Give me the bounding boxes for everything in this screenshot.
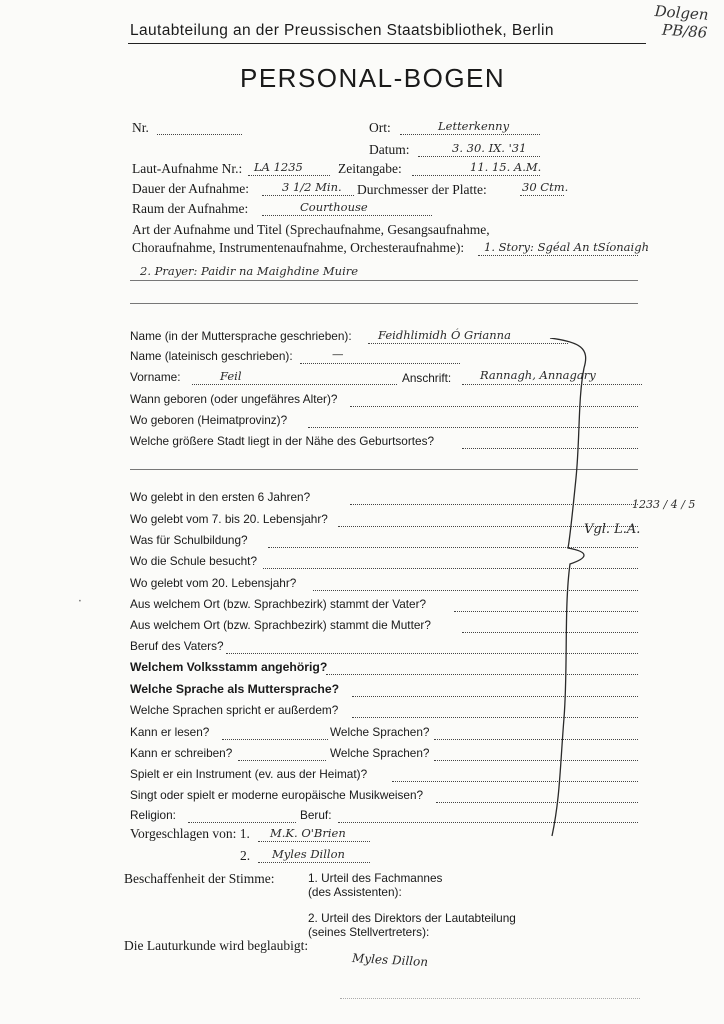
field-religion[interactable] <box>188 822 296 823</box>
archive-mark-line2: PB/86 <box>661 20 708 42</box>
header-rule <box>128 43 646 44</box>
field-art-line2[interactable] <box>130 280 638 281</box>
label-lesen: Kann er lesen? <box>130 725 210 739</box>
footer-faint-line <box>340 998 640 999</box>
value-vorgeschlagen-2: Myles Dillon <box>272 847 345 861</box>
label-dauer: Dauer der Aufnahme: <box>132 181 249 196</box>
field-durchmesser[interactable] <box>520 195 564 196</box>
value-art-line2: 2. Prayer: Paidir na Maighdine Muire <box>140 264 359 278</box>
value-raum: Courthouse <box>300 200 368 214</box>
label-beglaubigt: Die Lauturkunde wird beglaubigt: <box>124 938 309 953</box>
field-vorgeschlagen-1[interactable] <box>258 841 370 842</box>
field-datum[interactable] <box>418 156 540 157</box>
label-datum: Datum: <box>369 142 410 157</box>
field-laut-aufnahme-nr[interactable] <box>248 175 330 176</box>
reference-note: Vgl. L.A. <box>584 522 641 537</box>
value-durchmesser: 30 Ctm. <box>522 180 569 194</box>
label-schule: Wo die Schule besucht? <box>130 554 258 568</box>
value-name-muttersprache: Feidhlimidh Ó Grianna <box>378 328 511 342</box>
field-art-line1[interactable] <box>478 255 638 256</box>
label-urteil2-line2: (seines Stellvertreters): <box>308 925 430 939</box>
label-mutter-ort: Aus welchem Ort (bzw. Sprachbezirk) stammt die Mutter? <box>130 618 431 632</box>
label-art-line1: Art der Aufnahme und Titel (Sprechaufnahme, Gesangsaufnahme, <box>132 222 490 237</box>
label-volksstamm: Welchem Volksstamm angehörig? <box>130 660 328 674</box>
value-vorname: Feil <box>220 369 242 383</box>
label-beruf: Beruf: <box>300 808 332 822</box>
label-laut-aufnahme-nr: Laut-Aufnahme Nr.: <box>132 161 243 176</box>
value-dauer: 3 1/2 Min. <box>282 180 342 194</box>
value-ort: Letterkenny <box>438 119 510 133</box>
form-title: PERSONAL-BOGEN <box>240 63 506 93</box>
label-urteil2-line1: 2. Urteil des Direktors der Lautabteilung <box>308 911 516 925</box>
handwritten-bracket <box>540 338 620 838</box>
field-ort[interactable] <box>400 134 540 135</box>
field-vorname[interactable] <box>192 384 397 385</box>
label-durchmesser: Durchmesser der Platte: <box>357 182 487 197</box>
reference-note-numbers: 1233 / 4 / 5 <box>632 498 696 511</box>
value-name-lateinisch: — <box>332 347 344 361</box>
label-nr: Nr. <box>132 120 149 135</box>
label-instrument: Spielt er ein Instrument (ev. aus der Heimat)? <box>130 767 368 781</box>
label-wann-geboren: Wann geboren (oder ungefähres Alter)? <box>130 392 338 406</box>
value-art-line1: 1. Story: Sgéal An tSíonaigh <box>484 240 649 254</box>
label-lesen-sprachen: Welche Sprachen? <box>330 725 430 739</box>
field-lesen[interactable] <box>222 739 328 740</box>
label-musikweisen: Singt oder spielt er moderne europäische Musikweisen? <box>130 788 424 802</box>
field-art-line3[interactable] <box>130 303 638 304</box>
value-zeitangabe: 11. 15. A.M. <box>470 160 542 174</box>
label-urteil1-line1: 1. Urteil des Fachmannes <box>308 871 443 885</box>
field-raum[interactable] <box>262 215 432 216</box>
label-anschrift: Anschrift: <box>402 371 452 385</box>
label-schulbildung: Was für Schulbildung? <box>130 533 248 547</box>
label-vater-ort: Aus welchem Ort (bzw. Sprachbezirk) stammt der Vater? <box>130 597 427 611</box>
field-vorgeschlagen-2[interactable] <box>258 862 370 863</box>
beglaubigt-signature: Myles Dillon <box>351 951 429 969</box>
label-sprachen: Welche Sprachen spricht er außerdem? <box>130 703 339 717</box>
label-wo-geboren: Wo geboren (Heimatprovinz)? <box>130 413 288 427</box>
value-datum: 3. 30. IX. '31 <box>452 141 527 155</box>
label-erste-jahre: Wo gelebt in den ersten 6 Jahren? <box>130 490 311 504</box>
value-anschrift: Rannagh, Annagary <box>480 368 596 382</box>
value-vorgeschlagen-1: M.K. O'Brien <box>270 826 346 840</box>
label-schreiben: Kann er schreiben? <box>130 746 233 760</box>
margin-mark: ‧ <box>78 594 82 608</box>
label-vorgeschlagen: Vorgeschlagen von: 1. <box>130 826 250 841</box>
field-nr[interactable] <box>157 134 242 135</box>
label-raum: Raum der Aufnahme: <box>132 201 249 216</box>
field-zeitangabe[interactable] <box>412 175 540 176</box>
label-urteil1-line2: (des Assistenten): <box>308 885 402 899</box>
label-muttersprache: Welche Sprache als Muttersprache? <box>130 682 340 696</box>
label-zeitangabe: Zeitangabe: <box>338 161 402 176</box>
label-lebensjahr-20: Wo gelebt vom 20. Lebensjahr? <box>130 576 297 590</box>
label-vorname: Vorname: <box>130 370 181 384</box>
field-schreiben[interactable] <box>238 760 326 761</box>
label-name-lateinisch: Name (lateinisch geschrieben): <box>130 349 293 363</box>
label-beruf-vater: Beruf des Vaters? <box>130 639 224 653</box>
label-lebensjahr-7-20: Wo gelebt vom 7. bis 20. Lebensjahr? <box>130 512 328 526</box>
archive-mark-line1: Dolgen <box>654 2 710 24</box>
label-schreiben-sprachen: Welche Sprachen? <box>330 746 430 760</box>
label-religion: Religion: <box>130 808 176 822</box>
institution-header: Lautabteilung an der Preussischen Staatsbibliothek, Berlin <box>130 22 554 39</box>
archive-mark <box>627 0 709 41</box>
field-name-muttersprache[interactable] <box>368 343 568 344</box>
value-laut-aufnahme-nr: LA 1235 <box>254 160 303 174</box>
label-ort: Ort: <box>369 120 391 135</box>
field-name-lateinisch[interactable] <box>300 363 460 364</box>
label-beschaffenheit: Beschaffenheit der Stimme: <box>124 871 275 886</box>
field-dauer[interactable] <box>262 195 354 196</box>
label-groessere-stadt: Welche größere Stadt liegt in der Nähe des Geburtsortes? <box>130 434 435 448</box>
label-name-muttersprache: Name (in der Muttersprache geschrieben): <box>130 329 352 343</box>
label-art-line2: Choraufnahme, Instrumentenaufnahme, Orchesteraufnahme): <box>132 240 465 255</box>
label-vorgeschlagen-2: 2. <box>240 848 251 863</box>
